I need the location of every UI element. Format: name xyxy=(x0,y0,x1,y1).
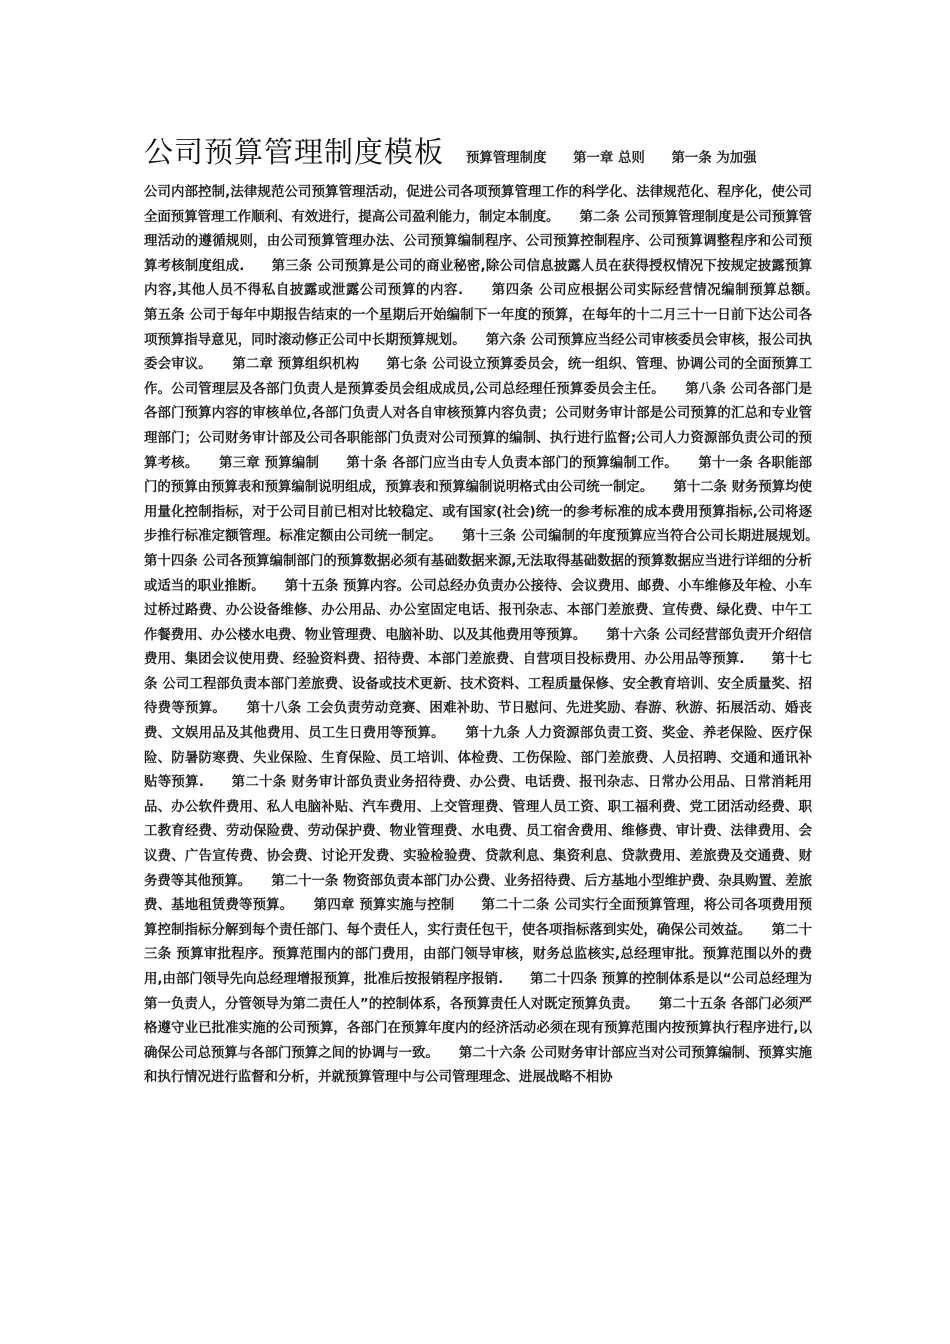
document-title: 公司预算管理制度模板 xyxy=(144,135,445,169)
document-body-text: 公司内部控制,法律规范公司预算管理活动，促进公司各项预算管理工作的科学化、法律规范化、程序化，使公司全面预算管理工作顺利、有效进行，提高公司盈利能力，制定本制度。 第二条 公司预算管理制度是公司预算管理活动的遵循规则，由公司预算管理办法、公司预算编制程序、公司预算控制程序、公司预算调整程序和公司预算考核制度组成. 第三条 公司预算是公司的商业秘密,除公司信息披露人员在获得授权情况下按规定披露预算内容,其他人员不得私自披露或泄露公司预算的内容. 第四条 公司应根据公司实际经营情况编制预算总额。 第五条 公司于每年中期报告结束的一个星期后开始编制下一年度的预算，在每年的十二月三十一日前下达公司各项预算指导意见，同时滚动修正公司中长期预算规划。 第六条 公司预算应当经公司审核委员会审核，报公司执委会审议。 第二章 预算组织机构 第七条 公司设立预算委员会，统一组织、管理、协调公司的全面预算工作。公司管理层及各部门负责人是预算委员会组成成员,公司总经理任预算委员会主任。 第八条 公司各部门是各部门预算内容的审核单位,各部门负责人对各自审核预算内容负责；公司财务审计部是公司预算的汇总和专业管理部门；公司财务审计部及公司各职能部门负责对公司预算的编制、执行进行监督;公司人力资源部负责公司的预算考核。 第三章 预算编制 第十条 各部门应当由专人负责本部门的预算编制工作。 第十一条 各职能部门的预算由预算表和预算编制说明组成，预算表和预算编制说明格式由公司统一制定。 第十二条 财务预算均使用量化控制指标，对于公司目前已相对比较稳定、或有国家(社会)统一的参考标准的成本费用预算指标,公司将逐步推行标准定额管理。标准定额由公司统一制定。 第十三条 公司编制的年度预算应当符合公司长期进展规划。 第十四条 公司各预算编制部门的预算数据必须有基础数据来源,无法取得基础数据的预算数据应当进行详细的分析或适当的职业推断。 第十五条 预算内容。公司总经办负责办公接待、会议费用、邮费、小车维修及年检、小车过桥过路费、办公设备维修、办公用品、办公室固定电话、报刊杂志、本部门差旅费、宣传费、绿化费、中午工作餐费用、办公楼水电费、物业管理费、电脑补助、以及其他费用等预算。 第十六条 公司经营部负责开介绍信费用、集团会议使用费、经验资料费、招待费、本部门差旅费、自营项目投标费用、办公用品等预算. 第十七条 公司工程部负责本部门差旅费、设备或技术更新、技术资料、工程质量保修、安全教育培训、安全质量奖、招待费等预算。 第十八条 工会负责劳动竞赛、困难补助、节日慰问、先进奖励、春游、秋游、拓展活动、婚丧费、文娱用品及其他费用、员工生日费用等预算。 第十九条 人力资源部负责工资、奖金、养老保险、医疗保险、防暑防寒费、失业保险、生育保险、员工培训、体检费、工伤保险、部门差旅费、人员招聘、交通和通讯补贴等预算. 第二十条 财务审计部负责业务招待费、办公费、电话费、报刊杂志、日常办公用品、日常消耗用品、办公软件费用、私人电脑补贴、汽车费用、上交管理费、管理人员工资、职工福利费、党工团活动经费、职工教育经费、劳动保险费、劳动保护费、物业管理费、水电费、员工宿舍费用、维修费、审计费、法律费用、会议费、广告宣传费、协会费、讨论开发费、实验检验费、贷款利息、集资利息、贷款费用、差旅费及交通费、财务费等其他预算。 第二十一条 物资部负责本部门办公费、业务招待费、后方基地小型维护费、杂具购置、差旅费、基地租赁费等预算。 第四章 预算实施与控制 第二十二条 公司实行全面预算管理，将公司各项费用预算控制指标分解到每个责任部门、每个责任人，实行责任包干，使各项指标落到实处，确保公司效益。 第二十三条 预算审批程序。预算范围内的部门费用，由部门领导审核，财务总监核实,总经理审批。预算范围以外的费用,由部门领导先向总经理增报预算，批准后按报销程序报销. 第二十四条 预算的控制体系是以“公司总经理为第一负责人，分管领导为第二责任人”的控制体系，各预算责任人对既定预算负责。 第二十五条 各部门必须严格遵守业已批准实施的公司预算，各部门在预算年度内的经济活动必须在现有预算范围内按预算执行程序进行,以确保公司总预算与各部门预算之间的协调与一致。 第二十六条 公司财务审计部应当对公司预算编制、预算实施和执行情况进行监督和分析，并就预算管理中与公司管理理念、进展战略不相协 xyxy=(144,185,839,1086)
document-content xyxy=(144,130,839,1091)
document-lead-text: 预算管理制度 第一章 总则 第一条 为加强 xyxy=(466,151,757,166)
title-line xyxy=(144,130,812,181)
